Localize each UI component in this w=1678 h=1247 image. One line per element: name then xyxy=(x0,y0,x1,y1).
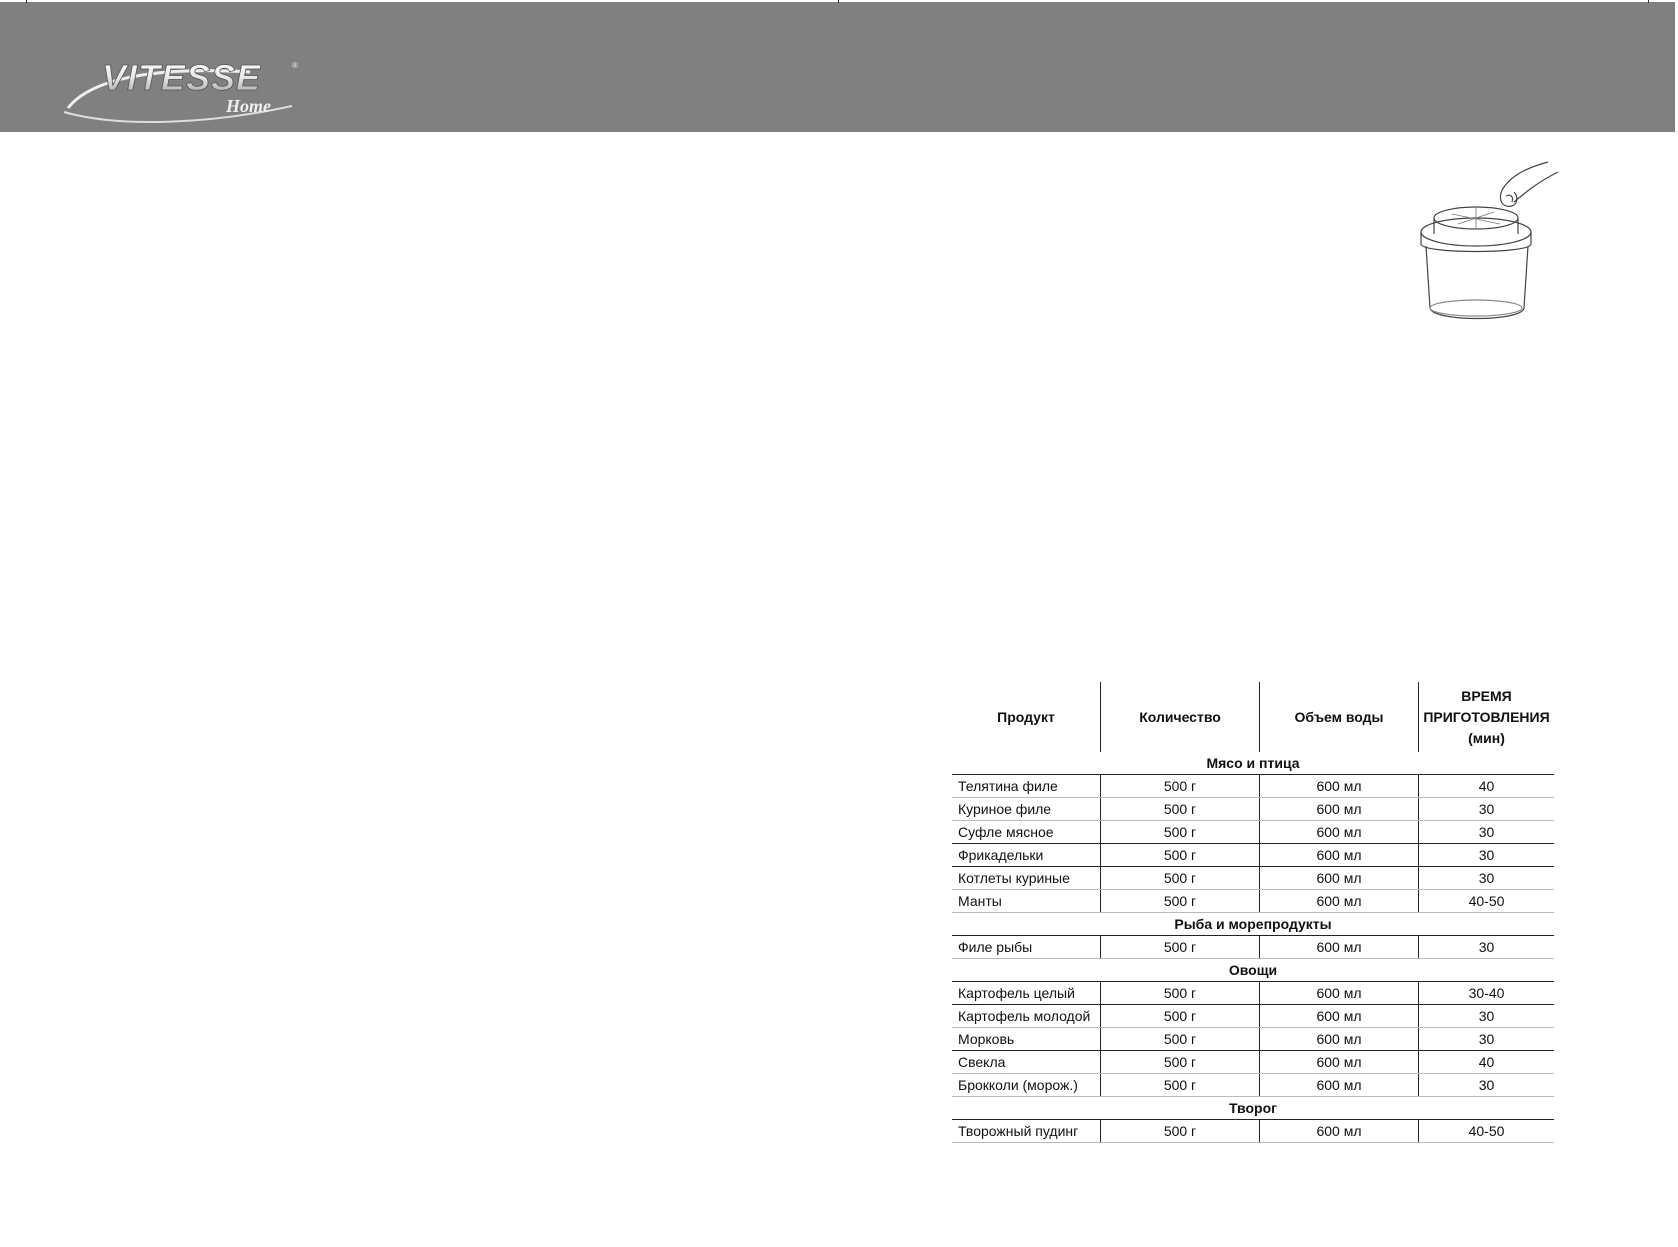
col-header-time xyxy=(1419,682,1555,752)
cell-water: 600 мл xyxy=(1260,867,1419,890)
cell-product: Фрикадельки xyxy=(952,844,1101,867)
cell-quantity: 500 г xyxy=(1101,890,1260,913)
cell-product: Свекла xyxy=(952,1051,1101,1074)
cell-time: 40-50 xyxy=(1419,890,1555,913)
svg-text:Home: Home xyxy=(226,96,271,116)
section-title: Овощи xyxy=(952,959,1554,982)
table-row xyxy=(952,775,1554,798)
cell-quantity: 500 г xyxy=(1101,867,1260,890)
crop-mark xyxy=(838,0,839,3)
cell-product: Суфле мясное xyxy=(952,821,1101,844)
cell-water: 600 мл xyxy=(1260,936,1419,959)
cell-time: 30-40 xyxy=(1419,982,1555,1005)
crop-mark xyxy=(26,0,27,3)
section-title: Мясо и птица xyxy=(952,752,1554,775)
cell-water: 600 мл xyxy=(1260,890,1419,913)
section-row xyxy=(952,913,1554,936)
cell-time: 30 xyxy=(1419,1028,1555,1051)
col-header-quantity: Количество xyxy=(1101,682,1260,752)
table-row xyxy=(952,936,1554,959)
cell-water: 600 мл xyxy=(1260,1074,1419,1097)
cell-quantity: 500 г xyxy=(1101,821,1260,844)
steamer-basket-illustration xyxy=(1418,150,1568,330)
table-row xyxy=(952,890,1554,913)
section-row xyxy=(952,959,1554,982)
svg-text:®: ® xyxy=(292,61,298,70)
cell-product: Морковь xyxy=(952,1028,1101,1051)
table-row xyxy=(952,1005,1554,1028)
cell-water: 600 мл xyxy=(1260,844,1419,867)
cell-quantity: 500 г xyxy=(1101,1028,1260,1051)
table-row xyxy=(952,1051,1554,1074)
cell-quantity: 500 г xyxy=(1101,1120,1260,1143)
cell-quantity: 500 г xyxy=(1101,844,1260,867)
cell-product: Творожный пудинг xyxy=(952,1120,1101,1143)
cell-product: Картофель целый xyxy=(952,982,1101,1005)
header-band xyxy=(0,2,1675,132)
vitesse-home-logo xyxy=(60,50,310,126)
section-title: Творог xyxy=(952,1097,1554,1120)
table-row xyxy=(952,867,1554,890)
cell-time: 30 xyxy=(1419,867,1555,890)
cell-time: 30 xyxy=(1419,1074,1555,1097)
cell-product: Котлеты куриные xyxy=(952,867,1101,890)
cell-quantity: 500 г xyxy=(1101,982,1260,1005)
section-title: Рыба и морепродукты xyxy=(952,913,1554,936)
section-row xyxy=(952,752,1554,775)
cell-water: 600 мл xyxy=(1260,1120,1419,1143)
steaming-time-table xyxy=(952,682,1554,1143)
col-header-water: Объем воды xyxy=(1260,682,1419,752)
col-header-product: Продукт xyxy=(997,708,1055,725)
cell-time: 40 xyxy=(1419,1051,1555,1074)
section-row xyxy=(952,1097,1554,1120)
cell-quantity: 500 г xyxy=(1101,1051,1260,1074)
cell-water: 600 мл xyxy=(1260,775,1419,798)
table-header-row xyxy=(952,682,1554,752)
table-row xyxy=(952,821,1554,844)
cell-water: 600 мл xyxy=(1260,798,1419,821)
cell-quantity: 500 г xyxy=(1101,798,1260,821)
cell-time: 40 xyxy=(1419,775,1555,798)
cell-product: Картофель молодой xyxy=(952,1005,1101,1028)
col-header-time-line: (мин) xyxy=(1468,729,1505,746)
cell-time: 30 xyxy=(1419,1005,1555,1028)
cell-quantity: 500 г xyxy=(1101,936,1260,959)
cell-quantity: 500 г xyxy=(1101,1005,1260,1028)
cell-product: Брокколи (морож.) xyxy=(952,1074,1101,1097)
cell-quantity: 500 г xyxy=(1101,775,1260,798)
table-row xyxy=(952,982,1554,1005)
table-row xyxy=(952,1028,1554,1051)
cell-water: 600 мл xyxy=(1260,1028,1419,1051)
cell-product: Манты xyxy=(952,890,1101,913)
cell-time: 30 xyxy=(1419,821,1555,844)
col-header-time-line: ПРИГОТОВЛЕНИЯ xyxy=(1423,708,1550,725)
cell-product: Куриное филе xyxy=(952,798,1101,821)
cell-water: 600 мл xyxy=(1260,1051,1419,1074)
crop-mark xyxy=(1648,0,1649,3)
cell-water: 600 мл xyxy=(1260,982,1419,1005)
cell-time: 30 xyxy=(1419,798,1555,821)
table-row xyxy=(952,798,1554,821)
cell-product: Филе рыбы xyxy=(952,936,1101,959)
col-header-time-line: ВРЕМЯ xyxy=(1461,687,1512,704)
svg-text:VITESSE: VITESSE xyxy=(102,57,262,98)
cell-time: 30 xyxy=(1419,936,1555,959)
cell-time: 40-50 xyxy=(1419,1120,1555,1143)
table-row xyxy=(952,1074,1554,1097)
cell-water: 600 мл xyxy=(1260,1005,1419,1028)
cell-time: 30 xyxy=(1419,844,1555,867)
cell-product: Телятина филе xyxy=(952,775,1101,798)
cell-water: 600 мл xyxy=(1260,821,1419,844)
cell-quantity: 500 г xyxy=(1101,1074,1260,1097)
table-row xyxy=(952,1120,1554,1143)
table-row xyxy=(952,844,1554,867)
